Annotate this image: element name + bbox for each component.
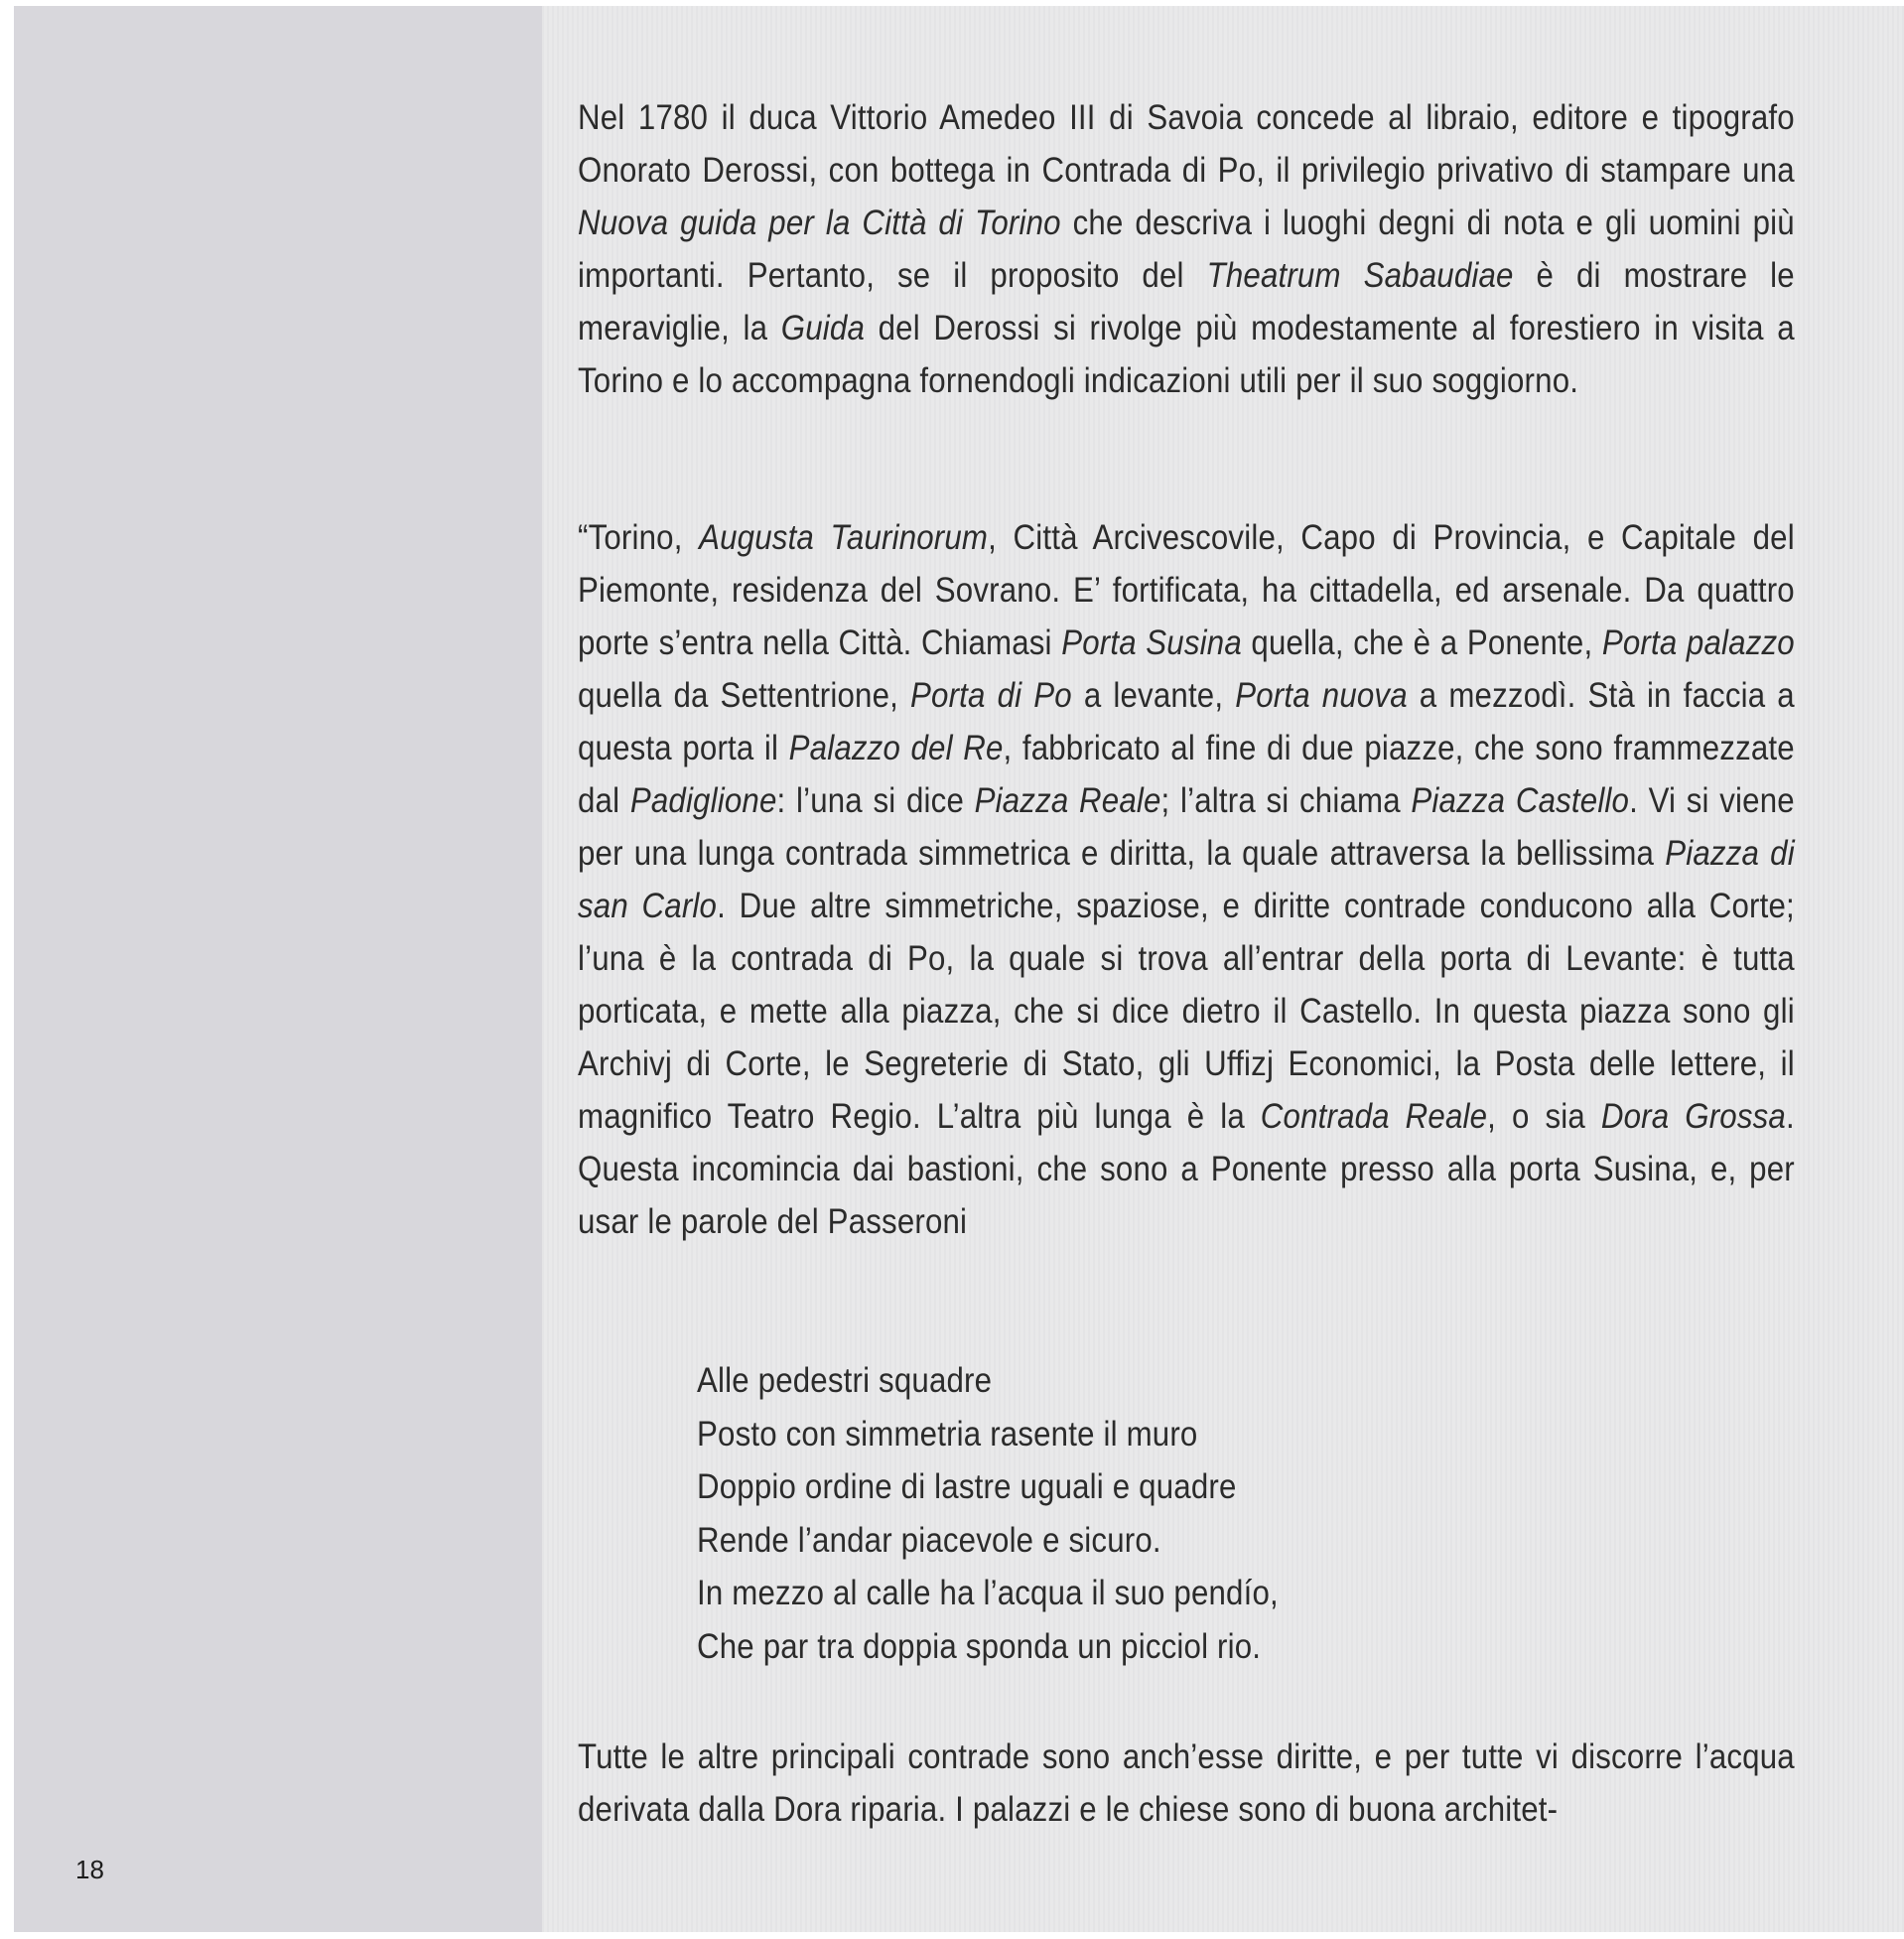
text-run: , Città Arcivescovile, Capo di Provincia, e Capitale del Piemonte, residenza del Sovrano. E’ fortificata, ha cittadella, ed arsenale. Da quattro porte s’entra nella Città. Chiamasi — [578, 517, 1795, 662]
text-run: ; l’altra si chiama — [1160, 780, 1412, 820]
text-run: del Derossi si rivolge più modestamente al forestiero in visita a Torino e lo accompagna fornendogli indicazioni utili per il suo soggiorno. — [578, 308, 1795, 400]
italic-title-run: Nuova guida per la Città di Torino — [578, 203, 1061, 242]
paragraph-continuation — [578, 1731, 1795, 1836]
italic-title-run: Palazzo del Re — [788, 728, 1004, 767]
text-run: Tutte le altre principali contrade sono anch’esse diritte, e per tutte vi discorre l’acqua derivata dalla Dora riparia. I palazzi e le chiese sono di buona architet- — [578, 1736, 1795, 1829]
text-run: , fabbricato al fine di due piazze, che sono frammezzate dal — [578, 728, 1795, 820]
italic-title-run: Dora Grossa — [1600, 1096, 1786, 1136]
text-run: . Due altre simmetriche, spaziose, e diritte contrade conducono alla Corte; l’una è la contrada di Po, la quale si trova all’entrar della porta di Levante: è tutta porticata, e mette alla piazza, che si dice dietro il Castello. In questa piazza sono gli Archivj di Corte, le Segreterie di Stato, gli Uffizj Economici, la Posta delle lettere, il magnifico Teatro Regio. L’altra più lunga è la — [578, 886, 1795, 1136]
italic-title-run: Piazza di san Carlo — [578, 833, 1795, 925]
text-run: a mezzodì. Stà in faccia a questa porta il — [578, 675, 1795, 767]
verse-block — [697, 1354, 1279, 1673]
italic-title-run: Porta palazzo — [1601, 623, 1795, 662]
text-run: “Torino, — [578, 517, 700, 557]
text-run: è di mostrare le meraviglie, la — [578, 255, 1795, 347]
verse-line: Rende l’andar piacevole e sicuro. — [697, 1519, 1161, 1560]
text-run: a levante, — [1071, 675, 1236, 715]
paragraph-quotation — [578, 511, 1795, 1248]
verse-line: Alle pedestri squadre — [697, 1360, 993, 1400]
italic-title-run: Theatrum Sabaudiae — [1206, 255, 1514, 295]
verse-line: In mezzo al calle ha l’acqua il suo pendío, — [697, 1573, 1279, 1612]
italic-title-run: Contrada Reale — [1260, 1096, 1488, 1136]
text-run: . Vi si viene per una lunga contrada simmetrica e diritta, la quale attraversa la bellissima — [578, 780, 1795, 873]
text-run: quella, che è a Ponente, — [1241, 623, 1602, 662]
paragraph-intro — [578, 91, 1795, 407]
text-run: quella da Settentrione, — [578, 675, 911, 715]
text-run: . Questa incomincia dai bastioni, che sono a Ponente presso alla porta Susina, e, per usar le parole del Passeroni — [578, 1096, 1795, 1241]
italic-title-run: Piazza Castello — [1411, 780, 1630, 820]
verse-line: Posto con simmetria rasente il muro — [697, 1413, 1198, 1454]
page-number: 18 — [75, 1855, 104, 1884]
verse-line: Doppio ordine di lastre uguali e quadre — [697, 1466, 1237, 1506]
italic-title-run: Piazza Reale — [974, 780, 1161, 820]
text-run: : l’una si dice — [776, 780, 975, 820]
italic-title-run: Padiglione — [629, 780, 777, 820]
text-run: Nel 1780 il duca Vittorio Amedeo III di Savoia concede al libraio, editore e tipografo Onorato Derossi, con bottega in Contrada di Po, il privilegio privativo di stampare una — [578, 97, 1795, 190]
left-margin-panel — [14, 6, 542, 1932]
italic-title-run: Porta nuova — [1235, 675, 1408, 715]
italic-title-run: Porta Susina — [1061, 623, 1242, 662]
verse-line: Che par tra doppia sponda un picciol rio. — [697, 1625, 1262, 1666]
italic-title-run: Guida — [780, 308, 866, 347]
italic-title-run: Augusta Taurinorum — [699, 517, 989, 557]
text-run: , o sia — [1487, 1096, 1601, 1136]
text-run: che descriva i luoghi degni di nota e gli uomini più importanti. Pertanto, se il proposito del — [578, 203, 1795, 295]
italic-title-run: Porta di Po — [910, 675, 1072, 715]
